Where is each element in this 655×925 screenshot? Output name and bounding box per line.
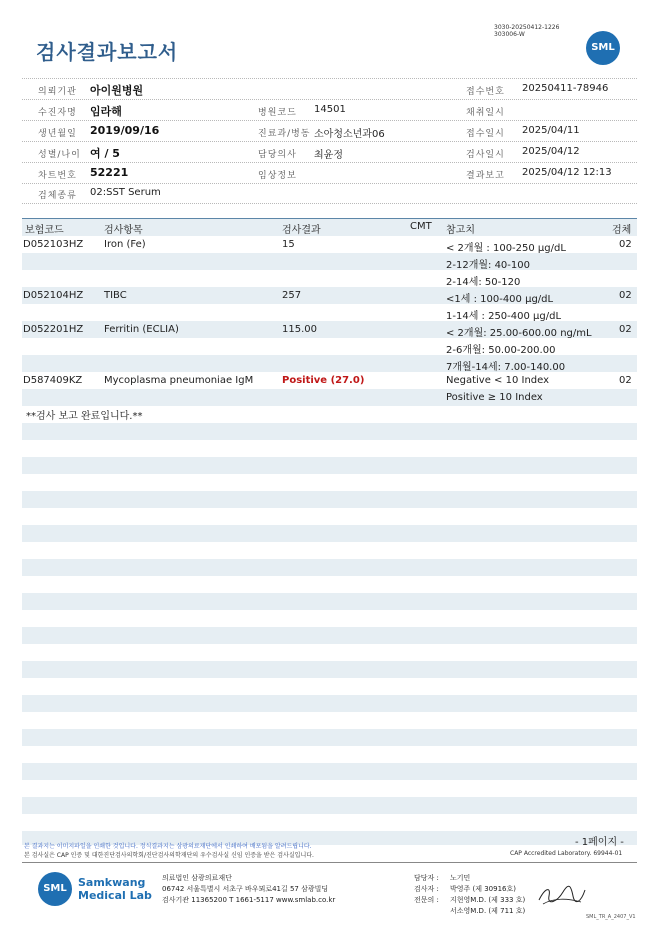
row-ref: 2-6개월: 50.00-200.00	[446, 345, 556, 356]
org-name: 의료법인 삼광의료재단	[162, 874, 232, 882]
lab-name-line1: Samkwang	[78, 876, 146, 889]
row-result: 115.00	[282, 324, 317, 335]
patient-value: 임라해	[90, 105, 122, 118]
certification-notice: 본 검사실은 CAP 인증 및 대한진단검사의학회/진단검사의학재단의 우수검사실 신임 인증을 받은 검사실입니다.	[24, 852, 314, 859]
row-specimen: 02	[619, 375, 632, 386]
divider	[22, 162, 637, 163]
staff-name: 지현영M.D. (제 333 호)	[450, 896, 526, 904]
institution-value: 아이원병원	[90, 84, 144, 97]
row-ref: < 2개월 : 100-250 μg/dL	[446, 243, 566, 254]
col-specimen-header: 검체	[612, 225, 632, 236]
document-id-line2: 303006-W	[494, 31, 525, 38]
receipt-no-value: 20250411-78946	[522, 83, 609, 94]
form-code: SML_TR_A_2407_V1	[586, 914, 636, 920]
row-band	[22, 661, 637, 678]
chart-value: 52221	[90, 166, 129, 179]
row-code: D052104HZ	[23, 290, 84, 301]
row-result: 15	[282, 239, 295, 250]
row-band	[22, 763, 637, 780]
specimen-value: 02:SST Serum	[90, 187, 161, 198]
row-band	[22, 457, 637, 474]
row-ref: < 2개월: 25.00-600.00 ng/mL	[446, 328, 592, 339]
row-specimen: 02	[619, 290, 632, 301]
divider	[22, 183, 637, 184]
clinical-label: 임상정보	[258, 171, 297, 181]
doctor-value: 최윤정	[314, 150, 343, 161]
receipt-no-label: 접수번호	[466, 87, 505, 97]
collection-label: 채취일시	[466, 108, 505, 118]
dob-label: 생년월일	[38, 129, 77, 139]
page-number: - 1페이지 -	[575, 837, 624, 848]
row-ref: Positive ≥ 10 Index	[446, 392, 543, 403]
staff-label: 검사자 :	[414, 885, 439, 893]
divider	[22, 203, 637, 204]
col-result-header: 검사결과	[282, 225, 321, 236]
hospital-code-value: 14501	[314, 104, 346, 115]
row-band	[22, 253, 637, 270]
receipt-date-value: 2025/04/11	[522, 125, 580, 136]
specimen-label: 검체종류	[38, 191, 77, 201]
contact: 검사기관 11365200 T 1661-5117 www.smlab.co.kr	[162, 896, 336, 904]
row-code: D052103HZ	[23, 239, 84, 250]
row-band	[22, 695, 637, 712]
page-title: 검사결과보고서	[36, 40, 179, 64]
staff-name: 서소영M.D. (제 711 호)	[450, 907, 526, 915]
report-label: 결과보고	[466, 171, 505, 181]
document-id-line1: 3030-20250412-1226	[494, 24, 560, 31]
row-specimen: 02	[619, 239, 632, 250]
doctor-label: 담당의사	[258, 150, 297, 160]
staff-label: 전문의 :	[414, 896, 439, 904]
row-code: D052201HZ	[23, 324, 84, 335]
row-item: Mycoplasma pneumoniae IgM	[104, 375, 254, 386]
row-band	[22, 525, 637, 542]
row-band	[22, 491, 637, 508]
row-item: Ferritin (ECLIA)	[104, 324, 179, 335]
dept-value: 소아청소년과06	[314, 129, 385, 140]
institution-label: 의뢰기관	[38, 87, 77, 97]
row-band	[22, 729, 637, 746]
row-ref: Negative < 10 Index	[446, 375, 550, 386]
col-ref-header: 참고치	[446, 225, 475, 236]
lab-name-line2: Medical Lab	[78, 889, 152, 902]
sml-footer-logo: SML	[38, 872, 72, 906]
row-result-positive: Positive (27.0)	[282, 375, 365, 386]
report-complete-note: **검사 보고 완료입니다.**	[26, 411, 143, 422]
col-item-header: 검사항목	[104, 225, 143, 236]
staff-label: 담당자 :	[414, 874, 439, 882]
sex-age-value: 여 / 5	[90, 147, 120, 160]
hospital-code-label: 병원코드	[258, 108, 297, 118]
address: 06742 서울특별시 서초구 바우뫼로41길 57 삼광빌딩	[162, 885, 329, 893]
report-value: 2025/04/12 12:13	[522, 167, 612, 178]
print-notice: 본 결과지는 이미지파일을 인쇄한 것입니다. 정식결과지는 삼광의료재단에서 인쇄하여 배포됨을 알려드립니다.	[24, 843, 312, 850]
test-date-label: 검사일시	[466, 150, 505, 160]
test-date-value: 2025/04/12	[522, 146, 580, 157]
staff-name: 노기민	[450, 874, 471, 882]
row-ref: 2-12개월: 40-100	[446, 260, 530, 271]
row-code: D587409KZ	[23, 375, 83, 386]
row-ref: 7개월-14세: 7.00-140.00	[446, 362, 566, 373]
dept-label: 진료과/병동	[258, 129, 311, 139]
col-code-header: 보험코드	[25, 225, 64, 236]
row-band	[22, 389, 637, 406]
divider	[22, 78, 637, 79]
divider	[22, 120, 637, 121]
staff-name: 박영주 (제 30916호)	[450, 885, 516, 893]
row-band	[22, 627, 637, 644]
divider	[22, 141, 637, 142]
chart-label: 차트번호	[38, 171, 77, 181]
row-band	[22, 797, 637, 814]
row-band	[22, 423, 637, 440]
patient-label: 수진자명	[38, 108, 77, 118]
sml-logo: SML	[586, 31, 620, 65]
row-ref: 1-14세 : 250-400 μg/dL	[446, 311, 562, 322]
footer-divider	[22, 862, 637, 863]
row-item: TIBC	[104, 290, 127, 301]
col-cmt-header: CMT	[410, 221, 432, 232]
document-id	[494, 24, 559, 38]
lab-name	[78, 876, 152, 902]
cap-accreditation: CAP Accredited Laboratory. 69944-01	[510, 850, 623, 857]
row-ref: 2-14세: 50-120	[446, 277, 521, 288]
row-band	[22, 559, 637, 576]
dob-value: 2019/09/16	[90, 124, 160, 137]
row-specimen: 02	[619, 324, 632, 335]
row-ref: <1세 : 100-400 μg/dL	[446, 294, 554, 305]
row-item: Iron (Fe)	[104, 239, 146, 250]
row-band	[22, 593, 637, 610]
signature-image	[537, 882, 587, 908]
receipt-date-label: 접수일시	[466, 129, 505, 139]
divider	[22, 99, 637, 100]
row-result: 257	[282, 290, 302, 301]
sex-age-label: 성별/나이	[38, 150, 81, 160]
